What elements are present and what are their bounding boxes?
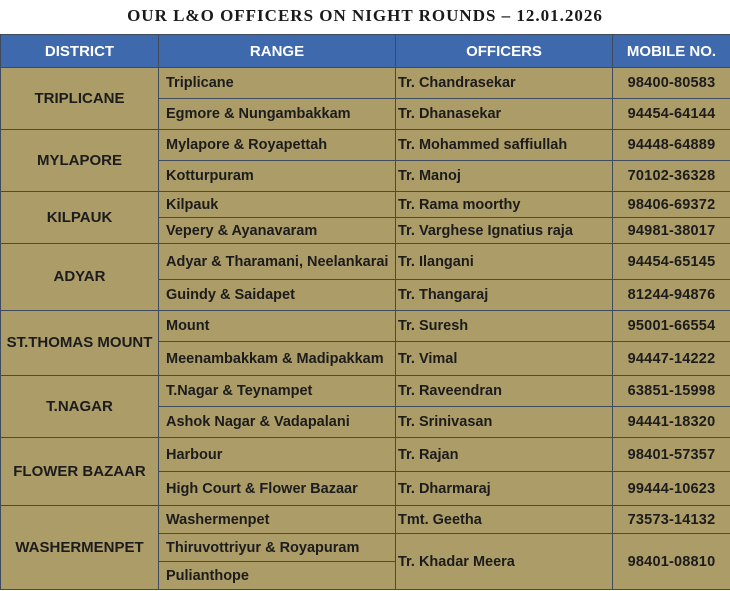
range-cell: Pulianthope [159,562,396,590]
header-mobile: MOBILE NO. [613,35,730,68]
officers-table [0,34,730,590]
mobile-cell: 94454-64144 [613,99,730,130]
mobile-cell: 81244-94876 [613,280,730,311]
mobile-cell: 63851-15998 [613,376,730,407]
header-range: RANGE [159,35,396,68]
officer-cell: Tr. Ilangani [396,244,613,280]
officer-cell: Tr. Vimal [396,342,613,376]
header-district: DISTRICT [1,35,159,68]
table-row [1,438,730,472]
officer-cell: Tr. Khadar Meera [396,534,613,590]
district-cell: ST.THOMAS MOUNT [1,311,159,376]
officer-cell: Tr. Raveendran [396,376,613,407]
district-cell: ADYAR [1,244,159,311]
mobile-cell: 94447-14222 [613,342,730,376]
table-row [1,68,730,99]
mobile-cell: 94981-38017 [613,218,730,244]
table-header-row [1,35,730,68]
range-cell: Meenambakkam & Madipakkam [159,342,396,376]
officer-cell: Tr. Thangaraj [396,280,613,311]
range-cell: Ashok Nagar & Vadapalani [159,407,396,438]
mobile-cell: 94448-64889 [613,130,730,161]
mobile-cell: 94441-18320 [613,407,730,438]
range-cell: Mylapore & Royapettah [159,130,396,161]
range-cell: Egmore & Nungambakkam [159,99,396,130]
mobile-cell: 70102-36328 [613,161,730,192]
range-cell: T.Nagar & Teynampet [159,376,396,407]
officer-cell: Tr. Suresh [396,311,613,342]
table-row [1,244,730,280]
mobile-cell: 94454-65145 [613,244,730,280]
officer-cell: Tr. Manoj [396,161,613,192]
mobile-cell: 98401-57357 [613,438,730,472]
district-cell: TRIPLICANE [1,68,159,130]
officer-cell: Tr. Rama moorthy [396,192,613,218]
page-title: OUR L&O OFFICERS ON NIGHT ROUNDS – 12.01.2026 [127,6,603,25]
mobile-cell: 99444-10623 [613,472,730,506]
district-cell: WASHERMENPET [1,506,159,590]
table-row [1,192,730,218]
mobile-cell: 98400-80583 [613,68,730,99]
officer-cell: Tr. Dhanasekar [396,99,613,130]
range-cell: High Court & Flower Bazaar [159,472,396,506]
range-cell: Harbour [159,438,396,472]
district-cell: FLOWER BAZAAR [1,438,159,506]
district-cell: T.NAGAR [1,376,159,438]
range-cell: Mount [159,311,396,342]
range-cell: Triplicane [159,68,396,99]
district-cell: KILPAUK [1,192,159,244]
range-cell: Adyar & Tharamani, Neelankarai [159,244,396,280]
range-cell: Thiruvottriyur & Royapuram [159,534,396,562]
table-row [1,130,730,161]
range-cell: Guindy & Saidapet [159,280,396,311]
range-cell: Washermenpet [159,506,396,534]
officer-cell: Tr. Varghese Ignatius raja [396,218,613,244]
header-officers: OFFICERS [396,35,613,68]
table-row [1,376,730,407]
mobile-cell: 98406-69372 [613,192,730,218]
district-cell: MYLAPORE [1,130,159,192]
officer-cell: Tr. Dharmaraj [396,472,613,506]
officer-cell: Tr. Mohammed saffiullah [396,130,613,161]
officer-cell: Tr. Chandrasekar [396,68,613,99]
range-cell: Kotturpuram [159,161,396,192]
table-row [1,506,730,534]
range-cell: Kilpauk [159,192,396,218]
range-cell: Vepery & Ayanavaram [159,218,396,244]
officer-cell: Tmt. Geetha [396,506,613,534]
table-row [1,311,730,342]
mobile-cell: 73573-14132 [613,506,730,534]
mobile-cell: 98401-08810 [613,534,730,590]
officer-cell: Tr. Srinivasan [396,407,613,438]
mobile-cell: 95001-66554 [613,311,730,342]
officer-cell: Tr. Rajan [396,438,613,472]
